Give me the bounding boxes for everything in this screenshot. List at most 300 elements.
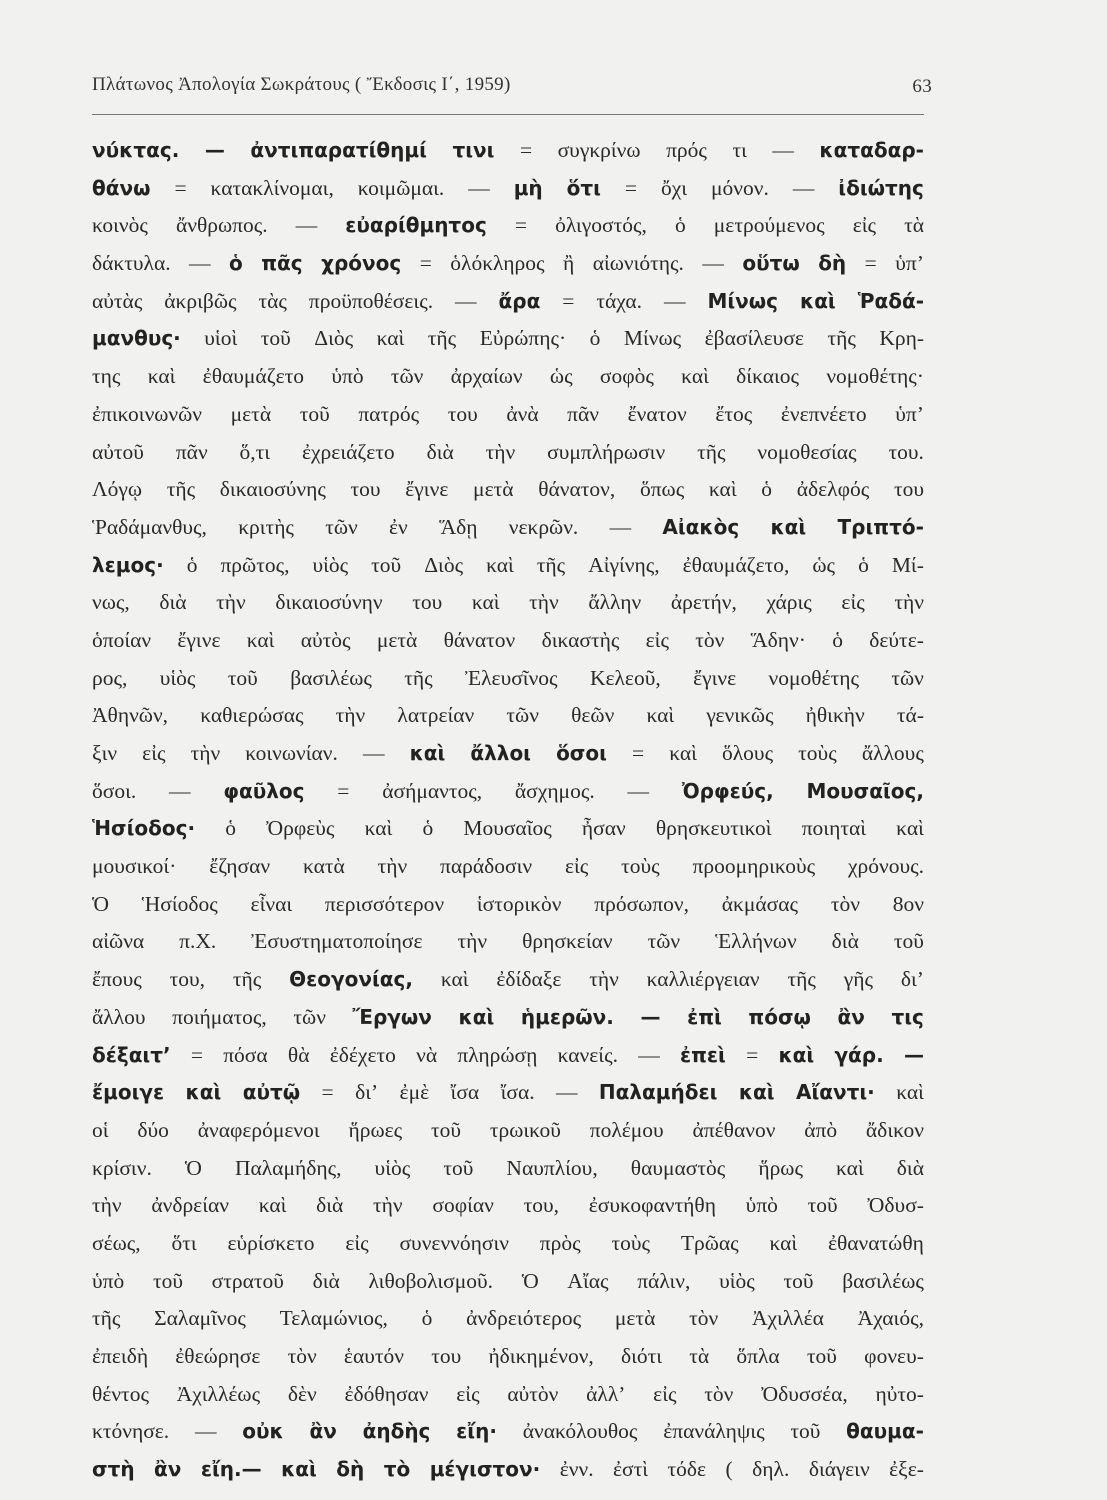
text-line <box>92 434 924 472</box>
gloss-text: ἐξε- <box>889 1457 924 1482</box>
gloss-text: υἱὸς <box>719 1268 755 1293</box>
gloss-text: ἔνατον <box>627 401 687 426</box>
gloss-text: εἰς <box>653 1381 677 1406</box>
gloss-text: τοῦ <box>430 1117 462 1142</box>
lemma-term: χρόνος <box>321 251 402 276</box>
gloss-text: ἔπους <box>92 967 142 992</box>
commentary-text <box>92 132 924 1489</box>
gloss-text: Ἡσίοδος <box>141 891 218 916</box>
gloss-text: τὴν <box>216 590 246 615</box>
gloss-text: ρος, <box>92 665 128 690</box>
gloss-text: συμπλήρωσιν <box>547 439 666 464</box>
gloss-text: — <box>468 175 490 200</box>
gloss-text: εἰς <box>852 213 877 238</box>
gloss-text: κριτὴς <box>238 514 294 539</box>
gloss-text: δηλ. <box>752 1457 790 1482</box>
gloss-text: αὐτὸν <box>507 1381 559 1406</box>
gloss-text: θάνατον, <box>538 477 616 502</box>
gloss-text: ἐπειδὴ <box>92 1344 149 1368</box>
gloss-text: ὁ <box>761 477 773 502</box>
gloss-text: ὑπ’ <box>895 251 924 276</box>
gloss-text: καὶ <box>681 364 709 389</box>
gloss-text: — <box>772 138 794 162</box>
gloss-text: ἀκριβῶς <box>164 288 237 313</box>
gloss-text: νὰ <box>416 1042 438 1067</box>
text-line <box>92 773 924 811</box>
gloss-text: = <box>562 288 575 313</box>
gloss-text: = <box>864 251 877 276</box>
lemma-term: ἂν <box>154 1457 182 1482</box>
gloss-text: διότι <box>621 1344 663 1368</box>
gloss-text: — <box>638 1042 660 1067</box>
text-line <box>92 1300 924 1338</box>
lemma-term: ἰδιώτης <box>838 175 924 200</box>
gloss-text: κατὰ <box>302 854 345 879</box>
gloss-text: τὴν <box>589 967 619 992</box>
gloss-text: ἀκμάσας <box>721 891 799 916</box>
gloss-text: υἱὸς <box>374 1155 411 1180</box>
gloss-text: ἐστὶ <box>613 1457 649 1482</box>
text-line <box>92 1263 924 1301</box>
gloss-text: θὰ <box>287 1042 310 1067</box>
gloss-text: τὴν <box>190 741 221 765</box>
gloss-text: Διὸς <box>424 552 464 577</box>
gloss-text: ξιν <box>92 741 118 765</box>
gloss-text: του, <box>523 1193 560 1218</box>
lemma-term: καὶ <box>770 514 807 539</box>
gloss-text: τάχα. <box>596 288 643 313</box>
gloss-text: ἐθεώρησε <box>175 1344 261 1368</box>
gloss-text: Ὀδυσσέα, <box>761 1381 848 1406</box>
gloss-text: ἄδικον <box>865 1117 924 1142</box>
text-line <box>92 1413 924 1451</box>
gloss-text: — <box>455 288 477 313</box>
gloss-text: τοῦ <box>260 326 291 351</box>
text-line <box>92 1225 924 1263</box>
lemma-term: οὕτω <box>742 251 800 276</box>
gloss-text: ὅλους <box>722 741 774 765</box>
gloss-text: τῆς <box>404 665 433 690</box>
gloss-text: καὶ <box>440 967 469 992</box>
gloss-text: θρησκείαν <box>522 929 613 954</box>
text-line <box>92 1037 924 1075</box>
gloss-text: ἐπανάληψις <box>663 1419 765 1444</box>
header-title: Πλάτωνος Ἀπολογία Σωκράτους ( Ἔκδοσις Ι΄, 1959) <box>92 74 511 95</box>
text-line <box>92 961 924 999</box>
gloss-text: του. <box>888 439 924 464</box>
gloss-text: προομηρικοὺς <box>692 854 816 879</box>
gloss-text: ἀπὸ <box>804 1117 838 1142</box>
gloss-text: = <box>419 251 432 276</box>
gloss-text: τοῦ <box>443 1155 474 1180</box>
gloss-text: Ἐλευσῖνος <box>465 665 558 690</box>
lemma-term: γάρ. <box>834 1042 884 1067</box>
text-line <box>92 1451 924 1489</box>
text-line <box>92 396 924 434</box>
page-number: 63 <box>912 76 932 97</box>
gloss-text: περισσότερον <box>324 891 445 916</box>
gloss-text: ἄλλους <box>861 741 924 765</box>
gloss-text: ἐδόθησαν <box>344 1381 429 1406</box>
gloss-text: ἀλλ’ <box>586 1381 626 1406</box>
lemma-term: καταδαρ- <box>819 138 924 162</box>
lemma-term: μέγιστον· <box>429 1457 541 1482</box>
gloss-text: τῆς <box>427 326 457 351</box>
text-line <box>92 207 924 245</box>
gloss-text: ὁ <box>832 627 843 652</box>
gloss-text: βασιλέως <box>842 1268 924 1293</box>
gloss-text: τὴν <box>529 590 559 615</box>
gloss-text: εἰς <box>142 741 166 765</box>
gloss-text: Μουσαῖος <box>463 816 552 841</box>
gloss-text: τόδε <box>667 1457 707 1482</box>
gloss-text: τῆς <box>536 552 566 577</box>
lemma-term: ἄλλοι <box>470 741 531 765</box>
gloss-text: καὶ <box>836 1155 864 1180</box>
gloss-text: ἐθαυμάζετο <box>202 364 305 389</box>
gloss-text: νομοθέτης· <box>826 364 924 389</box>
gloss-text: Ῥαδάμανθυς, <box>92 514 207 539</box>
gloss-text: τὴν <box>373 1193 403 1218</box>
gloss-text: τῆς <box>232 967 262 992</box>
gloss-text: νομοθεσίας <box>757 439 857 464</box>
lemma-term: αὐτῷ <box>242 1080 301 1105</box>
gloss-text: = <box>624 175 638 200</box>
text-line <box>92 999 924 1037</box>
lemma-term: ἂν <box>837 1004 865 1029</box>
gloss-text: Λόγῳ <box>92 477 142 502</box>
gloss-text: τοῦ <box>227 665 258 690</box>
lemma-term: καὶ <box>185 1080 222 1105</box>
gloss-text: διὰ <box>312 1268 340 1293</box>
gloss-text: λατρείαν <box>397 703 475 728</box>
gloss-text: τῶν <box>325 514 358 539</box>
lemma-term: καὶ <box>778 1042 815 1067</box>
text-line <box>92 358 924 396</box>
gloss-text: τοῦ <box>371 552 402 577</box>
gloss-text: τῆς <box>166 477 196 502</box>
lemma-term: καὶ <box>458 1004 495 1029</box>
gloss-text: τὸν <box>704 1381 734 1406</box>
gloss-text: ἠδικημένον, <box>488 1344 594 1368</box>
gloss-text: μουσικοί· <box>92 854 177 879</box>
gloss-text: του <box>350 477 381 502</box>
lemma-term: μὴ <box>513 175 543 200</box>
gloss-text: ἄλλην <box>588 590 642 615</box>
text-line <box>92 1112 924 1150</box>
lemma-term: ἀντιπαρατίθημί <box>250 138 427 162</box>
gloss-text: καθιερώσας <box>200 703 304 728</box>
gloss-text: ἐν <box>389 514 408 539</box>
text-line <box>92 923 924 961</box>
gloss-text: ἢ <box>562 251 575 276</box>
gloss-text: ἠθικὴν <box>805 703 865 728</box>
gloss-text: Διὸς <box>314 326 354 351</box>
gloss-text: δὲν <box>287 1381 317 1406</box>
lemma-term: καὶ <box>799 288 836 313</box>
gloss-text: θεῶν <box>571 703 615 728</box>
gloss-text: τὴν <box>335 703 366 728</box>
gloss-text: οἱ <box>92 1117 109 1142</box>
gloss-text: καὶ <box>708 477 737 502</box>
running-header <box>92 70 932 110</box>
gloss-text: του <box>412 590 443 615</box>
gloss-text: ὁ <box>225 816 236 841</box>
gloss-text: χρόνους. <box>847 854 924 879</box>
gloss-text: ὁποίαν <box>92 627 152 652</box>
gloss-text: δι’ <box>355 1080 379 1105</box>
gloss-text: ποιήματος, <box>172 1004 267 1029</box>
gloss-text: καὶ <box>376 326 405 351</box>
text-line <box>92 810 924 848</box>
gloss-text: νως, <box>92 590 130 615</box>
gloss-text: λιθοβολισμοῦ. <box>368 1268 494 1293</box>
gloss-text: μετὰ <box>473 477 514 502</box>
gloss-text: μετὰ <box>230 401 272 426</box>
gloss-text: = <box>337 778 350 803</box>
gloss-text: του <box>893 477 924 502</box>
gloss-text: τῶν <box>891 665 924 690</box>
gloss-text: τοῦ <box>807 1193 838 1218</box>
gloss-text: ὑπ’ <box>895 401 924 426</box>
gloss-text: προϋποθέσεις. <box>308 288 434 313</box>
lemma-term: καὶ <box>409 741 446 765</box>
lemma-term: τινι <box>452 138 495 162</box>
gloss-text: ὄχι <box>660 175 688 200</box>
gloss-text: — <box>627 778 650 803</box>
text-line <box>92 547 924 585</box>
gloss-text: ὁλόκληρος <box>450 251 545 276</box>
gloss-text: υἱὸς <box>159 665 196 690</box>
gloss-text: ὀλιγοστός, <box>555 213 647 238</box>
gloss-text: ἦσαν <box>581 816 626 841</box>
gloss-text: πρός <box>666 138 707 162</box>
gloss-text: — <box>189 251 211 276</box>
gloss-text: αὐτὸς <box>300 627 351 652</box>
lemma-term: — <box>640 1004 661 1029</box>
gloss-text: — <box>169 778 191 803</box>
gloss-text: = <box>321 1080 334 1105</box>
gloss-text: του, <box>169 967 206 992</box>
gloss-text: μόνον. <box>711 175 769 200</box>
lemma-term: φαῦλος <box>223 778 305 803</box>
gloss-text: τρωικοῦ <box>489 1117 561 1142</box>
gloss-text: πληρώσῃ <box>457 1042 538 1067</box>
gloss-text: καὶ <box>896 816 924 841</box>
gloss-text: τὸν <box>695 627 725 652</box>
gloss-text: εἰς <box>456 1381 480 1406</box>
gloss-text: ἥρωες <box>348 1117 403 1142</box>
text-line <box>92 848 924 886</box>
gloss-text: πρῶτος, <box>220 552 290 577</box>
lemma-term: Ὀρφεύς, <box>681 778 774 803</box>
gloss-text: φονευ- <box>864 1344 924 1368</box>
lemma-term: Ἔργων <box>352 1004 432 1029</box>
text-line <box>92 320 924 358</box>
text-line <box>92 697 924 735</box>
gloss-text: ὅ,τι <box>239 439 271 464</box>
gloss-text: τοῦ <box>783 1268 814 1293</box>
gloss-text: Ἀχιλλέως <box>176 1381 261 1406</box>
gloss-text: = <box>514 213 527 238</box>
gloss-text: = <box>174 175 187 200</box>
gloss-text: ἑαυτόν <box>343 1344 404 1368</box>
lemma-term: Αἰακὸς <box>662 514 740 539</box>
text-line <box>92 1187 924 1225</box>
gloss-text: συνεννόησιν <box>399 1230 509 1255</box>
gloss-text: αἰωνιότης. <box>592 251 684 276</box>
gloss-text: ἀπέθανον <box>692 1117 776 1142</box>
gloss-text: τοὺς <box>798 741 837 765</box>
lemma-term: ὅσοι <box>556 741 607 765</box>
text-line <box>92 132 924 170</box>
gloss-text: δι’ <box>900 967 924 992</box>
gloss-text: ἐπικοινωνῶν <box>92 401 203 426</box>
gloss-text: τὰ <box>904 213 924 238</box>
text-line <box>92 471 924 509</box>
gloss-text: τὴν <box>457 929 488 954</box>
gloss-text: Κελεοῦ, <box>589 665 661 690</box>
gloss-text: εἰς <box>645 627 669 652</box>
gloss-text: τοῦ <box>299 401 330 426</box>
gloss-text: μετρούμενος <box>713 213 825 238</box>
gloss-text: ὁ <box>186 552 198 577</box>
gloss-text: αἰῶνα <box>92 929 145 954</box>
gloss-text: Κρη- <box>879 326 924 351</box>
gloss-text: ὁ <box>422 816 434 841</box>
gloss-text: διὰ <box>831 929 859 954</box>
gloss-text: κοιμῶμαι. <box>357 175 445 200</box>
gloss-text: ἔτος <box>715 401 753 426</box>
gloss-text: σέως, <box>92 1230 141 1255</box>
gloss-text: ἄνθρωπος. <box>175 213 268 238</box>
lemma-term: εὐαρίθμητος <box>345 213 487 238</box>
gloss-text: ἔγινε <box>693 665 737 690</box>
gloss-text: χάρις <box>766 590 812 615</box>
gloss-text: Ὁ <box>92 891 110 916</box>
gloss-text: βασιλέως <box>290 665 372 690</box>
gloss-text: τῶν <box>506 703 539 728</box>
gloss-text: νεκρῶν. <box>508 514 579 539</box>
lemma-term: Τριπτό- <box>837 514 924 539</box>
gloss-text: Μί- <box>891 552 924 577</box>
gloss-text: διὰ <box>426 439 454 464</box>
gloss-text: ἀσήμαντος, <box>382 778 483 803</box>
gloss-text: ὅτι <box>171 1230 197 1255</box>
lemma-term: ἀηδὴς <box>362 1419 431 1444</box>
gloss-text: ποιηταὶ <box>801 816 867 841</box>
gloss-text: τῆς <box>787 967 816 992</box>
lemma-term: θαυμα- <box>846 1419 924 1444</box>
gloss-text: τοὺς <box>611 1230 651 1255</box>
gloss-text: θαυμαστὸς <box>630 1155 726 1180</box>
gloss-text: θρησκευτικοὶ <box>655 816 772 841</box>
gloss-text: Ἅδῃ <box>439 514 478 539</box>
gloss-text: τοῦ <box>806 1344 837 1368</box>
gloss-text: ἔγινε <box>405 477 449 502</box>
lemma-term: Μουσαῖος, <box>806 778 924 803</box>
lemma-term: δὴ <box>336 1457 365 1482</box>
gloss-text: διάγειν <box>808 1457 870 1482</box>
gloss-text: Ὁ <box>521 1268 539 1293</box>
text-line <box>92 735 924 773</box>
text-line <box>92 660 924 698</box>
lemma-term: οὐκ <box>242 1419 284 1444</box>
gloss-text: εἰς <box>345 1230 369 1255</box>
gloss-text: δάκτυλα. <box>92 251 171 276</box>
gloss-text: πόσα <box>223 1042 268 1067</box>
gloss-text: τὸν <box>287 1344 317 1368</box>
gloss-text: τῶν <box>647 929 681 954</box>
text-line <box>92 283 924 321</box>
gloss-text: τὴν <box>377 854 408 879</box>
gloss-text: δικαιοσύνην <box>275 590 383 615</box>
gloss-text: ηὐτο- <box>875 1381 924 1406</box>
gloss-text: ἐθαυμάζετο, <box>682 552 790 577</box>
gloss-text: της <box>92 364 121 389</box>
lemma-term: Αἴαντι· <box>795 1080 875 1105</box>
gloss-text: — <box>663 288 686 313</box>
gloss-text: Ναυπλίου, <box>506 1155 598 1180</box>
gloss-text: ὑπὸ <box>745 1193 778 1218</box>
lemma-term: καὶ <box>738 1080 775 1105</box>
gloss-text: Ἀχιλλέα <box>751 1306 824 1331</box>
gloss-text: Αἴας <box>567 1268 609 1293</box>
gloss-text: ἐνεπνέετο <box>780 401 867 426</box>
gloss-text: = <box>746 1042 759 1067</box>
gloss-text: ἀνακόλουθος <box>522 1419 638 1444</box>
gloss-text: Αἰγίνης, <box>588 552 660 577</box>
gloss-text: τά- <box>896 703 924 728</box>
gloss-text: κοινωνίαν. <box>245 741 338 765</box>
lemma-term: Παλαμήδει <box>598 1080 718 1105</box>
gloss-text: υἱὸς <box>312 552 349 577</box>
text-line <box>92 622 924 660</box>
gloss-text: πᾶν <box>175 439 208 464</box>
text-line <box>92 1074 924 1112</box>
gloss-text: ἐθανατώθη <box>827 1230 924 1255</box>
gloss-text: ὁ <box>674 213 686 238</box>
gloss-text: = <box>632 741 645 765</box>
gloss-text: Ὀρφεὺς <box>266 816 335 841</box>
gloss-text: = <box>190 1042 203 1067</box>
gloss-text: τῶν <box>293 1004 326 1029</box>
gloss-text: ἀνδρειότερος <box>466 1306 582 1331</box>
gloss-text: ὑπὸ <box>92 1268 125 1293</box>
text-line <box>92 245 924 283</box>
lemma-term: εἴη· <box>456 1419 497 1444</box>
gloss-text: υἱοὶ <box>204 326 238 351</box>
gloss-text: τὴν <box>485 439 516 464</box>
gloss-text: πρὸς <box>539 1230 581 1255</box>
gloss-text: γῆς <box>843 967 873 992</box>
gloss-text: ἐδίδαξε <box>496 967 562 992</box>
gloss-text: ἔζησαν <box>209 854 271 879</box>
gloss-text: θέντος <box>92 1381 149 1406</box>
gloss-text: τὸν <box>689 1306 719 1331</box>
gloss-text: τὴν <box>894 590 924 615</box>
gloss-text: Ἀχαιός, <box>857 1306 924 1331</box>
gloss-text: τοῦ <box>152 1268 183 1293</box>
header-rule <box>92 114 924 115</box>
lemma-term: ἐπὶ <box>687 1004 722 1029</box>
gloss-text: αὐτὰς <box>92 288 143 313</box>
gloss-text: του <box>447 401 478 426</box>
gloss-text: Εὐρώπης· <box>479 326 567 351</box>
text-line <box>92 1376 924 1414</box>
gloss-text: ἀναφερόμενοι <box>197 1117 320 1142</box>
gloss-text: Ἐσυστηματοποίησε <box>251 929 423 954</box>
